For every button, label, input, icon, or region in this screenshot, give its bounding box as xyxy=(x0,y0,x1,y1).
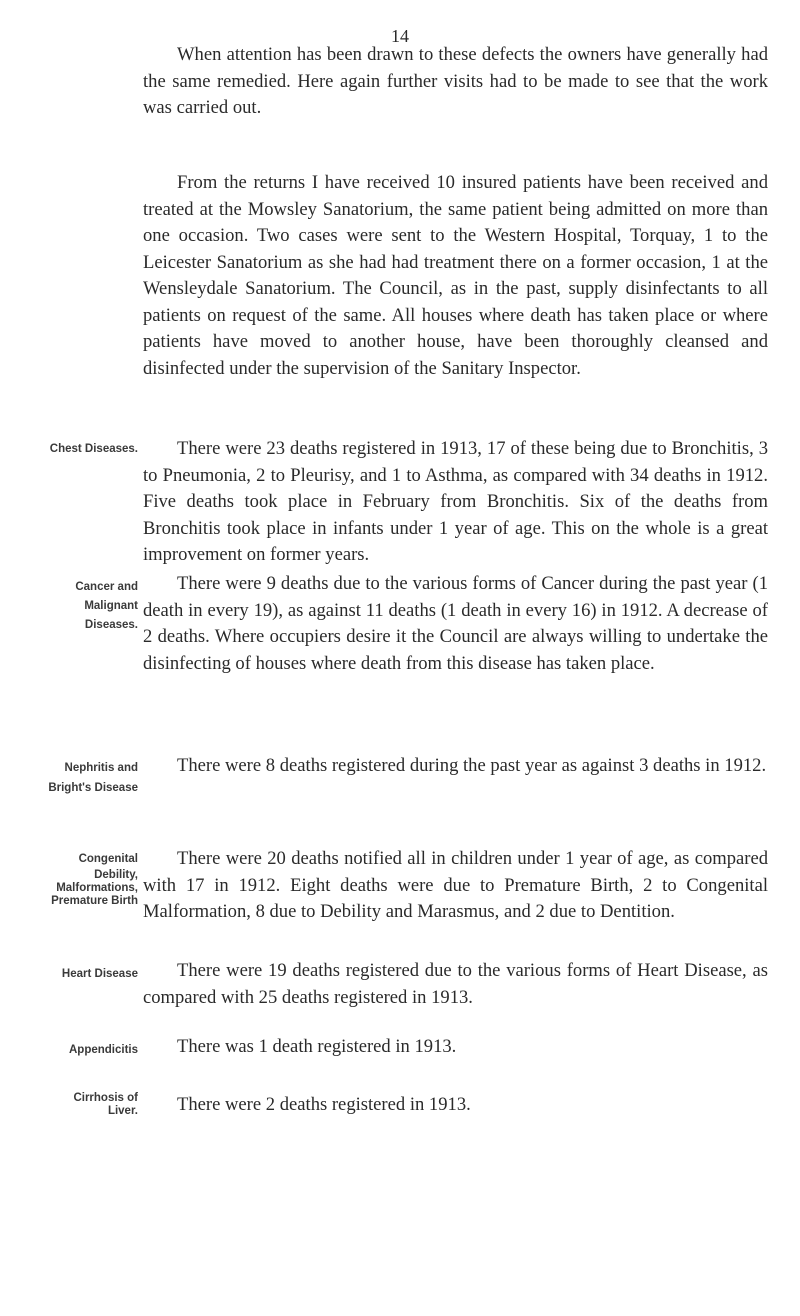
side-note-line: Cirrhosis of xyxy=(73,1092,138,1104)
side-note-line: Diseases. xyxy=(84,619,138,631)
side-note-cancer xyxy=(0,580,138,633)
side-note-line: Heart Disease xyxy=(61,968,138,980)
side-note-line: Debility, xyxy=(94,869,138,881)
side-note-line: Premature Birth xyxy=(51,895,138,907)
side-note-line: Appendicitis xyxy=(68,1044,138,1056)
side-note-line: Chest Diseases. xyxy=(49,443,138,455)
side-note-line: Malformations, xyxy=(56,882,138,894)
side-note-chest-diseases xyxy=(0,442,138,457)
paragraph-congenital: There were 20 deaths notified all in children under 1 year of age, as compared with 17 in 1912. Eight deaths were due to Premature Birth, 2 to Congenital Malformation, 8 due to Debility and Marasmus, and 2 due to Dentition. xyxy=(143,848,768,922)
side-note-line: Nephritis and xyxy=(64,762,138,774)
side-note-appendicitis xyxy=(0,1043,138,1058)
page-number: 14 xyxy=(391,26,409,46)
side-note-line: Cancer and xyxy=(75,581,138,593)
paragraph-appendicitis: There was 1 death registered in 1913. xyxy=(177,1036,457,1057)
paragraph-heart-disease: There were 19 deaths registered due to the various forms of Heart Disease, as compared with 25 deaths registered in 1913. xyxy=(143,960,768,1008)
side-note-line: Congenital xyxy=(78,853,138,865)
paragraph-chest-diseases: There were 23 deaths registered in 1913, 17 of these being due to Bronchitis, 3 to Pneumonia, 2 to Pleurisy, and 1 to Asthma, as compared with 34 deaths in 1912. Five deaths took place in February from Bronchitis. Six of the deaths from Bronchitis took place in infants under 1 year of age. This on the whole is a great improvement on former years. xyxy=(143,438,768,565)
side-note-congenital xyxy=(0,853,138,908)
paragraph-cirrhosis: There were 2 deaths registered in 1913. xyxy=(177,1094,471,1115)
side-note-line: Bright's Disease xyxy=(48,782,138,794)
side-note-nephritis xyxy=(0,761,138,796)
side-note-line: Liver. xyxy=(107,1105,138,1117)
paragraph-returns: From the returns I have received 10 insured patients have been received and treated at the Mowsley Sanatorium, the same patient being admitted on more than one occasion. Two cases were sent to the Western Hospital, Torquay, 1 to the Leicester Sanatorium as she had had treatment there on a former occasion, 1 at the Wensleydale Sanatorium. The Council, as in the past, supply disinfectants to all patients on request of the same. All houses where death has taken place or where patients have moved to another house, have been thoroughly cleansed and disinfected under the supervision of the Sanitary Inspector. xyxy=(143,172,768,379)
side-note-line: Malignant xyxy=(84,600,138,612)
paragraph-nephritis: There were 8 deaths registered during the past year as against 3 deaths in 1912. xyxy=(177,755,767,776)
side-note-cirrhosis xyxy=(0,1092,138,1118)
side-note-heart-disease xyxy=(0,967,138,982)
paragraph-cancer: There were 9 deaths due to the various forms of Cancer during the past year (1 death in every 19), as against 11 deaths (1 death in every 16) in 1912. A decrease of 2 deaths. Where occupiers desire it the Council are always willing to undertake the disinfecting of houses where death from this disease has taken place. xyxy=(143,573,768,674)
paragraph-intro: When attention has been drawn to these defects the owners have generally had the same remedied. Here again further visits had to be made to see that the work was carried out. xyxy=(143,44,768,118)
